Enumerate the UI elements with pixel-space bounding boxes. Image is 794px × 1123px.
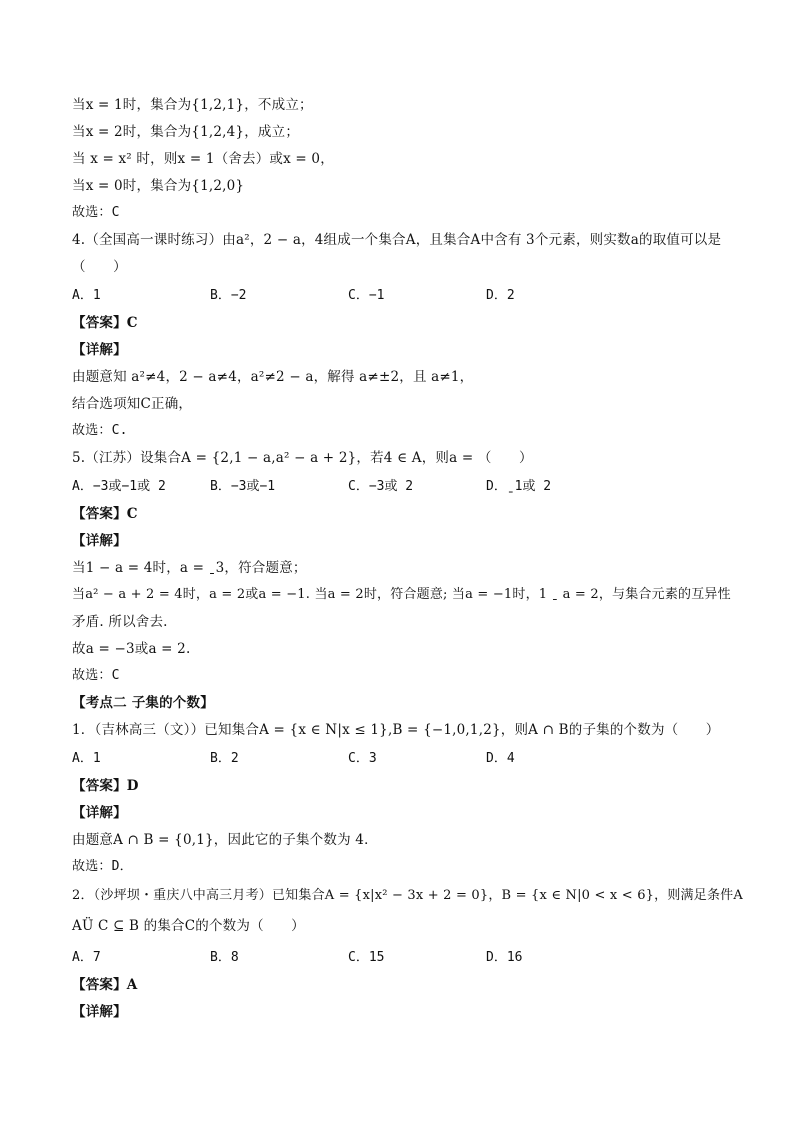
option-b: B．−3或−1 (210, 479, 276, 494)
option-c: C．3 (348, 751, 377, 766)
solution-line: 当x = 2时，集合为{1,2,4}，成立； (72, 124, 300, 140)
option-c: C．15 (348, 950, 385, 965)
answer-label: 【答案】A (72, 977, 138, 993)
solution-line: 由题意知 a²≠4，2 − a≠4，a²≠2 − a，解得 a≠±2，且 a≠1， (72, 369, 474, 385)
detail-label: 【详解】 (72, 1004, 127, 1020)
solution-line: 由题意A ∩ B = {0,1}，因此它的子集个数为 4． (72, 832, 378, 848)
question-4-blank: （ ） (72, 259, 127, 275)
option-d: D．ˍ1或 2 (486, 479, 552, 494)
option-c: C．−1 (348, 288, 385, 303)
detail-label: 【详解】 (72, 805, 127, 821)
detail-label: 【详解】 (72, 533, 127, 549)
option-b: B．−2 (210, 288, 247, 303)
option-a: A．1 (72, 288, 101, 303)
option-d: D．4 (486, 751, 515, 766)
question-1-options (72, 749, 732, 769)
option-a: A．7 (72, 950, 101, 965)
option-a: A．1 (72, 751, 101, 766)
question-5-stem: 5.（江苏）设集合A = {2,1 − a,a² − a + 2}，若4 ∈ A，则a = （ ） (72, 450, 533, 466)
solution-line: 结合选项知C正确， (72, 396, 193, 412)
question-5-options (72, 477, 732, 497)
answer-label: 【答案】D (72, 778, 139, 794)
option-c: C．−3或 2 (348, 479, 414, 494)
option-a: A．−3或−1或 2 (72, 479, 166, 494)
question-2-stem-cont: AÜ C ⊆ B 的集合C的个数为（ ） (72, 918, 305, 934)
option-d: D．16 (486, 950, 523, 965)
answer-choice-line: 故选：D． (72, 859, 133, 874)
option-b: B．8 (210, 950, 239, 965)
solution-line: 故a = −3或a = 2. (72, 641, 191, 657)
solution-line: 当x = 1时，集合为{1,2,1}，不成立； (72, 97, 313, 113)
answer-choice-line: 故选：C. (72, 423, 128, 438)
question-4-stem: 4.（全国高一课时练习）由a²，2 − a，4组成一个集合A，且集合A中含有 3个元素，则实数a的取值可以是 (72, 232, 722, 248)
answer-label: 【答案】C (72, 315, 138, 331)
question-1-stem: 1．（吉林高三（文））已知集合A = {x ∈ N|x ≤ 1},B = {−1,0,1,2}，则A ∩ B的子集的个数为（ ） (72, 722, 720, 738)
section-heading: 【考点二 子集的个数】 (72, 695, 214, 711)
solution-line: 当 x = x² 时，则x = 1（舍去）或x = 0， (72, 151, 334, 167)
detail-label: 【详解】 (72, 342, 127, 358)
option-d: D．2 (486, 288, 515, 303)
answer-choice-line: 故选：C (72, 668, 120, 683)
question-2-stem: 2．（沙坪坝・重庆八中高三月考）已知集合A = {x|x² − 3x + 2 = 0}，B = {x ∈ N|0 < x < 6}，则满足条件A (72, 888, 743, 903)
answer-choice-line: 故选：C (72, 205, 120, 220)
solution-line: 矛盾. 所以舍去. (72, 614, 168, 630)
option-b: B．2 (210, 751, 239, 766)
solution-line: 当x = 0时，集合为{1,2,0} (72, 178, 245, 194)
solution-line: 当a² − a + 2 = 4时，a = 2或a = −1. 当a = 2时，符合题意; 当a = −1时，1 ˍ a = 2，与集合元素的互异性 (72, 587, 731, 602)
question-2-options (72, 948, 732, 968)
question-4-options (72, 286, 732, 306)
solution-line: 当1 − a = 4时，a = ˍ3，符合题意； (72, 560, 307, 576)
answer-label: 【答案】C (72, 506, 138, 522)
